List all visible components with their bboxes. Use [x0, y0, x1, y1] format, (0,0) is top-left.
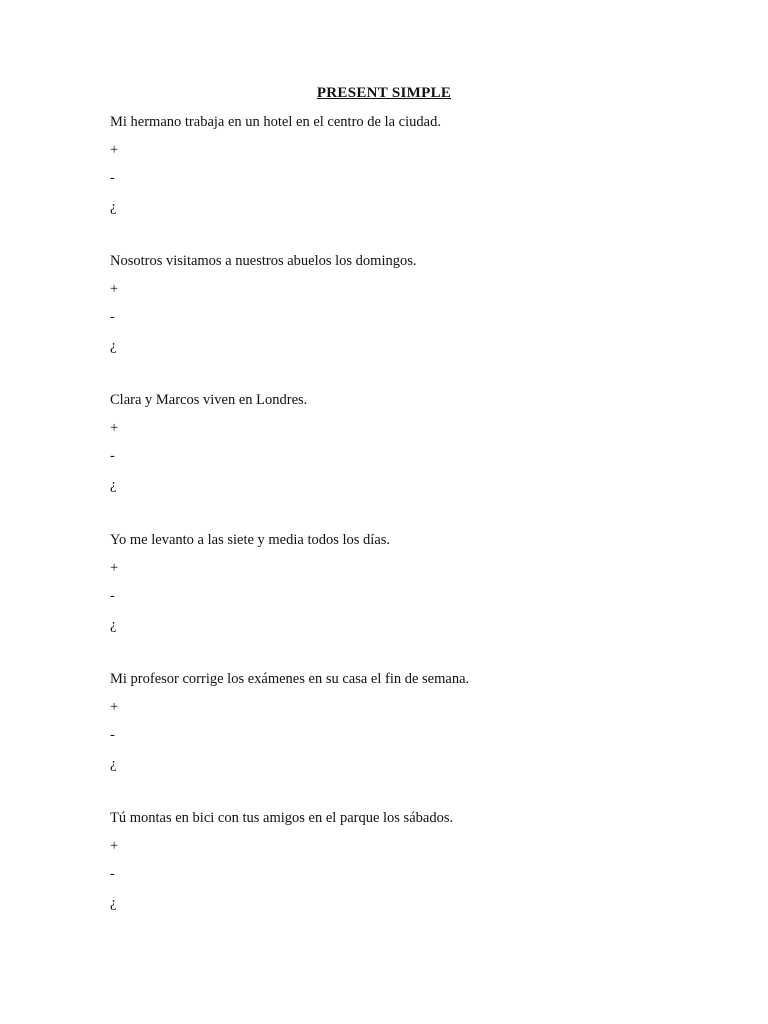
exercise-sentence: Tú montas en bici con tus amigos en el parque los sábados. [110, 810, 454, 826]
negative-marker: - [110, 866, 115, 882]
affirmative-marker: + [110, 142, 119, 158]
affirmative-marker: + [110, 420, 119, 436]
document-title: PRESENT SIMPLE [316, 85, 452, 101]
affirmative-marker: + [110, 281, 119, 297]
affirmative-marker: + [110, 560, 119, 576]
negative-marker: - [110, 309, 115, 325]
interrogative-marker: ¿ [110, 338, 117, 354]
interrogative-marker: ¿ [110, 617, 117, 633]
exercise-sentence: Mi profesor corrige los exámenes en su casa el fin de semana. [110, 671, 470, 687]
interrogative-marker: ¿ [110, 756, 117, 772]
exercise-sentence: Clara y Marcos viven en Londres. [110, 392, 308, 408]
affirmative-marker: + [110, 838, 119, 854]
interrogative-marker: ¿ [110, 895, 117, 911]
affirmative-marker: + [110, 699, 119, 715]
negative-marker: - [110, 727, 115, 743]
exercise-sentence: Yo me levanto a las siete y media todos los días. [110, 532, 391, 548]
negative-marker: - [110, 170, 115, 186]
negative-marker: - [110, 588, 115, 604]
interrogative-marker: ¿ [110, 477, 117, 493]
exercise-sentence: Mi hermano trabaja en un hotel en el centro de la ciudad. [110, 114, 441, 130]
exercise-sentence: Nosotros visitamos a nuestros abuelos los domingos. [110, 253, 417, 269]
negative-marker: - [110, 448, 115, 464]
interrogative-marker: ¿ [110, 199, 117, 215]
